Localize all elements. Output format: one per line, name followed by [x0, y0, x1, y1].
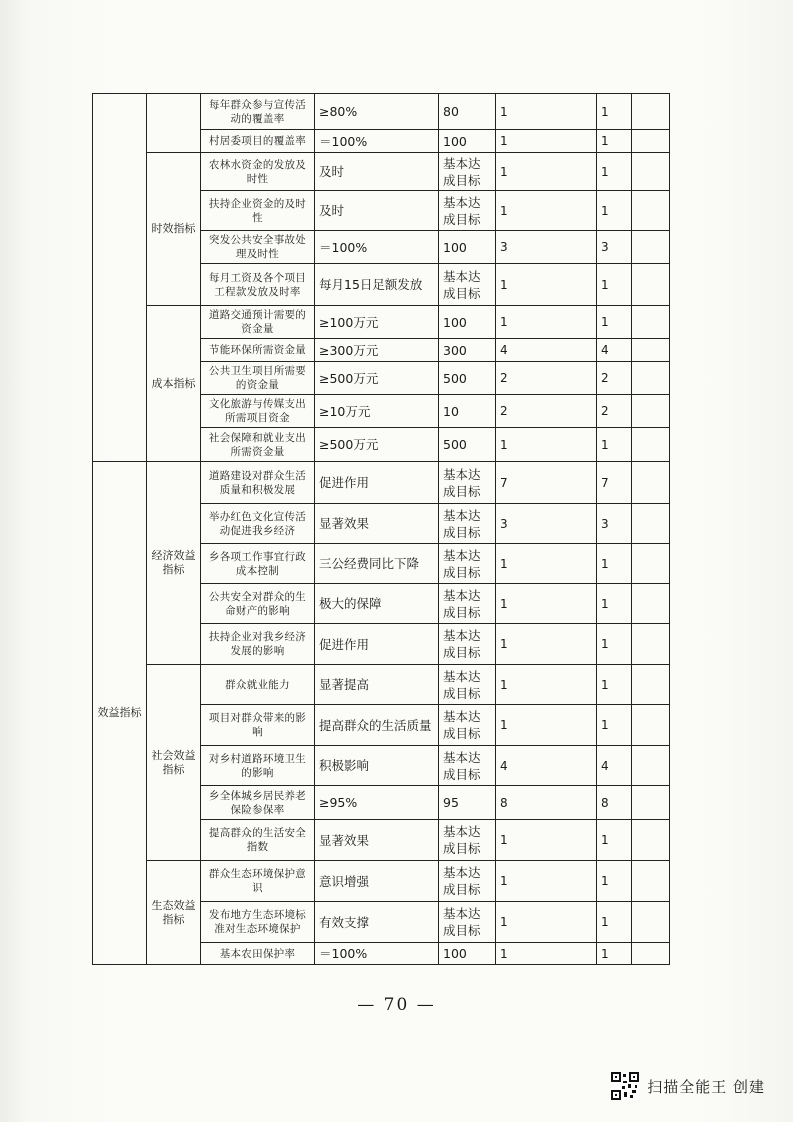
weight-cell: 1: [496, 943, 597, 965]
remark-cell: [632, 504, 670, 544]
score-cell: 1: [597, 428, 632, 462]
actual-value-cell: 基本达成目标: [439, 820, 496, 861]
table-row: [93, 462, 670, 504]
remark-cell: [632, 943, 670, 965]
score-cell: 1: [597, 665, 632, 705]
score-cell: 1: [597, 902, 632, 943]
actual-value-cell: 基本达成目标: [439, 504, 496, 544]
remark-cell: [632, 264, 670, 306]
table-row: [93, 861, 670, 902]
actual-value-cell: 500: [439, 362, 496, 395]
target-cell: 及时: [315, 153, 439, 191]
subcategory-cell-economic: 经济效益指标: [147, 462, 201, 665]
indicator-cell: 公共安全对群众的生命财产的影响: [201, 584, 315, 624]
table-row: [93, 94, 670, 130]
weight-cell: 1: [496, 624, 597, 665]
weight-cell: 8: [496, 786, 597, 820]
score-cell: 1: [597, 820, 632, 861]
actual-value-cell: 基本达成目标: [439, 544, 496, 584]
remark-cell: [632, 339, 670, 362]
actual-value-cell: 基本达成目标: [439, 705, 496, 746]
remark-cell: [632, 191, 670, 231]
remark-cell: [632, 705, 670, 746]
score-cell: 1: [597, 191, 632, 231]
target-cell: ≥100万元: [315, 306, 439, 339]
subcategory-cell-social: 社会效益指标: [147, 665, 201, 861]
target-cell: ＝100%: [315, 231, 439, 264]
indicator-cell: 对乡村道路环境卫生的影响: [201, 746, 315, 786]
target-cell: ≥80%: [315, 94, 439, 130]
indicator-cell: 群众就业能力: [201, 665, 315, 705]
weight-cell: 4: [496, 746, 597, 786]
target-cell: 显著效果: [315, 504, 439, 544]
subcategory-cell-cost: 成本指标: [147, 306, 201, 462]
remark-cell: [632, 462, 670, 504]
target-cell: ＝100%: [315, 130, 439, 153]
score-cell: 1: [597, 943, 632, 965]
weight-cell: 1: [496, 544, 597, 584]
indicator-cell: 道路建设对群众生活质量和积极发展: [201, 462, 315, 504]
score-cell: 1: [597, 94, 632, 130]
weight-cell: 7: [496, 462, 597, 504]
remark-cell: [632, 820, 670, 861]
weight-cell: 4: [496, 339, 597, 362]
weight-cell: 1: [496, 584, 597, 624]
target-cell: 三公经费同比下降: [315, 544, 439, 584]
weight-cell: 1: [496, 94, 597, 130]
actual-value-cell: 基本达成目标: [439, 153, 496, 191]
weight-cell: 1: [496, 264, 597, 306]
watermark-text: 扫描全能王 创建: [647, 1077, 765, 1096]
weight-cell: 1: [496, 861, 597, 902]
score-cell: 1: [597, 264, 632, 306]
category-cell-output: [93, 94, 147, 462]
qr-code-icon: [611, 1072, 639, 1100]
actual-value-cell: 100: [439, 231, 496, 264]
target-cell: ＝100%: [315, 943, 439, 965]
performance-indicator-table: [92, 93, 670, 965]
target-cell: 积极影响: [315, 746, 439, 786]
remark-cell: [632, 362, 670, 395]
actual-value-cell: 100: [439, 130, 496, 153]
remark-cell: [632, 624, 670, 665]
weight-cell: 2: [496, 395, 597, 428]
target-cell: 提高群众的生活质量: [315, 705, 439, 746]
actual-value-cell: 基本达成目标: [439, 902, 496, 943]
weight-cell: 1: [496, 902, 597, 943]
target-cell: 促进作用: [315, 624, 439, 665]
weight-cell: 1: [496, 130, 597, 153]
target-cell: ≥300万元: [315, 339, 439, 362]
actual-value-cell: 基本达成目标: [439, 191, 496, 231]
indicator-cell: 村居委项目的覆盖率: [201, 130, 315, 153]
remark-cell: [632, 231, 670, 264]
subcategory-cell-timeliness: 时效指标: [147, 153, 201, 306]
indicator-cell: 举办红色文化宣传活动促进我乡经济: [201, 504, 315, 544]
indicator-cell: 文化旅游与传媒支出所需项目资金: [201, 395, 315, 428]
weight-cell: 1: [496, 820, 597, 861]
remark-cell: [632, 130, 670, 153]
score-cell: 3: [597, 231, 632, 264]
score-cell: 1: [597, 705, 632, 746]
score-cell: 1: [597, 584, 632, 624]
indicator-cell: 项目对群众带来的影响: [201, 705, 315, 746]
score-cell: 3: [597, 504, 632, 544]
remark-cell: [632, 153, 670, 191]
actual-value-cell: 基本达成目标: [439, 584, 496, 624]
indicator-cell: 社会保障和就业支出所需资金量: [201, 428, 315, 462]
score-cell: 1: [597, 153, 632, 191]
actual-value-cell: 10: [439, 395, 496, 428]
remark-cell: [632, 746, 670, 786]
indicator-cell: 公共卫生项目所需要的资金量: [201, 362, 315, 395]
actual-value-cell: 500: [439, 428, 496, 462]
remark-cell: [632, 94, 670, 130]
actual-value-cell: 95: [439, 786, 496, 820]
target-cell: ≥500万元: [315, 362, 439, 395]
score-cell: 2: [597, 395, 632, 428]
indicator-cell: 道路交通预计需要的资金量: [201, 306, 315, 339]
actual-value-cell: 100: [439, 306, 496, 339]
score-cell: 4: [597, 339, 632, 362]
table-row: [93, 306, 670, 339]
indicator-cell: 乡全体城乡居民养老保险参保率: [201, 786, 315, 820]
score-cell: 1: [597, 624, 632, 665]
indicator-cell: 提高群众的生活安全指数: [201, 820, 315, 861]
target-cell: 促进作用: [315, 462, 439, 504]
scanner-watermark: [611, 1072, 765, 1100]
score-cell: 1: [597, 861, 632, 902]
remark-cell: [632, 861, 670, 902]
target-cell: ≥95%: [315, 786, 439, 820]
indicator-cell: 农林水资金的发放及时性: [201, 153, 315, 191]
table-row: [93, 153, 670, 191]
indicator-cell: 扶持企业资金的及时性: [201, 191, 315, 231]
target-cell: 每月15日足额发放: [315, 264, 439, 306]
remark-cell: [632, 544, 670, 584]
actual-value-cell: 基本达成目标: [439, 861, 496, 902]
weight-cell: 1: [496, 665, 597, 705]
actual-value-cell: 基本达成目标: [439, 665, 496, 705]
weight-cell: 1: [496, 306, 597, 339]
weight-cell: 2: [496, 362, 597, 395]
remark-cell: [632, 395, 670, 428]
target-cell: 显著效果: [315, 820, 439, 861]
indicator-cell: 群众生态环境保护意识: [201, 861, 315, 902]
indicator-cell: 发布地方生态环境标准对生态环境保护: [201, 902, 315, 943]
weight-cell: 1: [496, 428, 597, 462]
score-cell: 7: [597, 462, 632, 504]
remark-cell: [632, 665, 670, 705]
indicator-cell: 扶持企业对我乡经济发展的影响: [201, 624, 315, 665]
score-cell: 1: [597, 306, 632, 339]
actual-value-cell: 100: [439, 943, 496, 965]
indicator-cell: 乡各项工作事宜行政成本控制: [201, 544, 315, 584]
indicator-cell: 基本农田保护率: [201, 943, 315, 965]
remark-cell: [632, 584, 670, 624]
score-cell: 1: [597, 130, 632, 153]
remark-cell: [632, 902, 670, 943]
subcategory-cell-quality: [147, 94, 201, 153]
page-number: — 70 —: [357, 995, 436, 1015]
weight-cell: 1: [496, 153, 597, 191]
target-cell: ≥500万元: [315, 428, 439, 462]
weight-cell: 3: [496, 504, 597, 544]
actual-value-cell: 基本达成目标: [439, 746, 496, 786]
target-cell: 显著提高: [315, 665, 439, 705]
actual-value-cell: 基本达成目标: [439, 462, 496, 504]
weight-cell: 1: [496, 705, 597, 746]
actual-value-cell: 基本达成目标: [439, 264, 496, 306]
table-row: [93, 665, 670, 705]
target-cell: 意识增强: [315, 861, 439, 902]
remark-cell: [632, 306, 670, 339]
indicator-cell: 每月工资及各个项目工程款发放及时率: [201, 264, 315, 306]
score-cell: 1: [597, 544, 632, 584]
indicator-cell: 每年群众参与宣传活动的覆盖率: [201, 94, 315, 130]
subcategory-cell-ecological: 生态效益指标: [147, 861, 201, 965]
weight-cell: 1: [496, 191, 597, 231]
actual-value-cell: 80: [439, 94, 496, 130]
weight-cell: 3: [496, 231, 597, 264]
indicator-cell: 突发公共安全事故处理及时性: [201, 231, 315, 264]
target-cell: 有效支撑: [315, 902, 439, 943]
target-cell: ≥10万元: [315, 395, 439, 428]
score-cell: 8: [597, 786, 632, 820]
remark-cell: [632, 428, 670, 462]
actual-value-cell: 300: [439, 339, 496, 362]
target-cell: 及时: [315, 191, 439, 231]
indicator-cell: 节能环保所需资金量: [201, 339, 315, 362]
actual-value-cell: 基本达成目标: [439, 624, 496, 665]
score-cell: 2: [597, 362, 632, 395]
category-cell-benefit: 效益指标: [93, 462, 147, 965]
score-cell: 4: [597, 746, 632, 786]
remark-cell: [632, 786, 670, 820]
target-cell: 极大的保障: [315, 584, 439, 624]
